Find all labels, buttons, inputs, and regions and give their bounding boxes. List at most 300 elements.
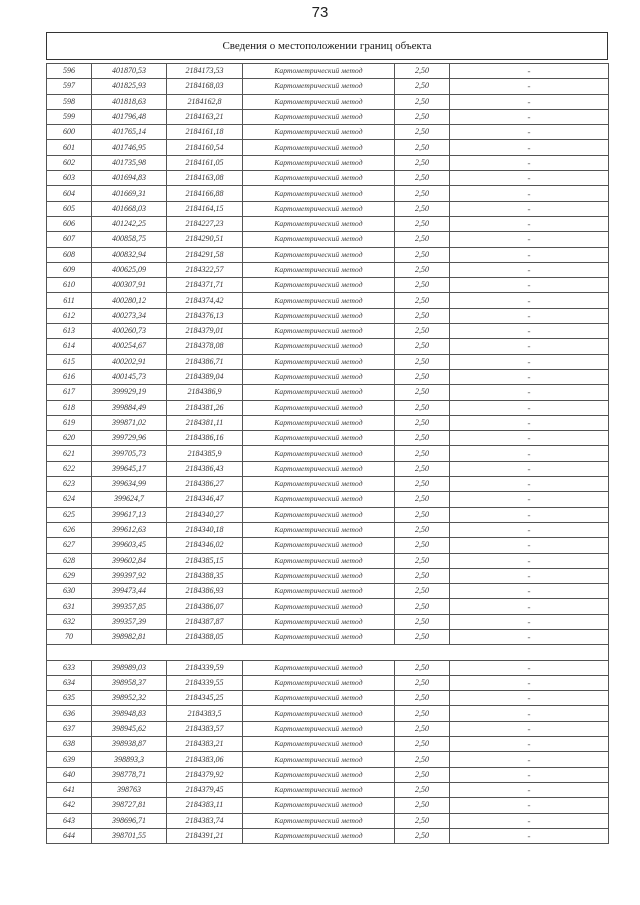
table-row — [47, 737, 609, 752]
y-coordinate-cell: 2184386,16 — [167, 431, 243, 446]
description-cell: - — [450, 415, 609, 430]
table-row — [47, 629, 609, 644]
x-coordinate-cell: 399871,02 — [92, 415, 167, 430]
x-coordinate-cell: 399612,63 — [92, 522, 167, 537]
point-number-cell: 640 — [47, 767, 92, 782]
point-number-cell: 629 — [47, 568, 92, 583]
description-cell: - — [450, 522, 609, 537]
table-row — [47, 752, 609, 767]
description-cell: - — [450, 782, 609, 797]
method-cell: Картометрический метод — [243, 415, 395, 430]
y-coordinate-cell: 2184163,21 — [167, 109, 243, 124]
error-cell: 2,50 — [395, 507, 450, 522]
x-coordinate-cell: 399729,96 — [92, 431, 167, 446]
method-cell: Картометрический метод — [243, 553, 395, 568]
y-coordinate-cell: 2184385,15 — [167, 553, 243, 568]
error-cell: 2,50 — [395, 400, 450, 415]
x-coordinate-cell: 398701,55 — [92, 828, 167, 843]
error-cell: 2,50 — [395, 828, 450, 843]
x-coordinate-cell: 400254,67 — [92, 339, 167, 354]
x-coordinate-cell: 400307,91 — [92, 278, 167, 293]
method-cell: Картометрический метод — [243, 278, 395, 293]
description-cell: - — [450, 767, 609, 782]
page-number: 73 — [311, 4, 329, 21]
x-coordinate-cell: 398893,3 — [92, 752, 167, 767]
y-coordinate-cell: 2184161,05 — [167, 155, 243, 170]
error-cell: 2,50 — [395, 125, 450, 140]
method-cell: Картометрический метод — [243, 216, 395, 231]
x-coordinate-cell: 401870,53 — [92, 64, 167, 79]
table-row — [47, 614, 609, 629]
y-coordinate-cell: 2184386,43 — [167, 461, 243, 476]
table-row — [47, 553, 609, 568]
y-coordinate-cell: 2184168,03 — [167, 79, 243, 94]
method-cell: Картометрический метод — [243, 140, 395, 155]
group-separator-row — [47, 645, 609, 660]
error-cell: 2,50 — [395, 737, 450, 752]
error-cell: 2,50 — [395, 584, 450, 599]
x-coordinate-cell: 401746,95 — [92, 140, 167, 155]
y-coordinate-cell: 2184381,11 — [167, 415, 243, 430]
point-number-cell: 630 — [47, 584, 92, 599]
x-coordinate-cell: 398778,71 — [92, 767, 167, 782]
point-number-cell: 610 — [47, 278, 92, 293]
table-row — [47, 171, 609, 186]
y-coordinate-cell: 2184340,27 — [167, 507, 243, 522]
method-cell: Картометрический метод — [243, 568, 395, 583]
description-cell: - — [450, 385, 609, 400]
description-cell: - — [450, 813, 609, 828]
table-row — [47, 706, 609, 721]
y-coordinate-cell: 2184381,26 — [167, 400, 243, 415]
table-row — [47, 782, 609, 797]
table-row — [47, 308, 609, 323]
error-cell: 2,50 — [395, 369, 450, 384]
y-coordinate-cell: 2184160,54 — [167, 140, 243, 155]
y-coordinate-cell: 2184383,21 — [167, 737, 243, 752]
x-coordinate-cell: 400832,94 — [92, 247, 167, 262]
table-row — [47, 477, 609, 492]
point-number-cell: 619 — [47, 415, 92, 430]
table-row — [47, 293, 609, 308]
x-coordinate-cell: 398948,83 — [92, 706, 167, 721]
table-row — [47, 691, 609, 706]
description-cell: - — [450, 109, 609, 124]
error-cell: 2,50 — [395, 278, 450, 293]
table-row — [47, 400, 609, 415]
point-number-cell: 624 — [47, 492, 92, 507]
method-cell: Картометрический метод — [243, 354, 395, 369]
method-cell: Картометрический метод — [243, 262, 395, 277]
description-cell: - — [450, 64, 609, 79]
method-cell: Картометрический метод — [243, 492, 395, 507]
point-number-cell: 627 — [47, 538, 92, 553]
y-coordinate-cell: 2184162,8 — [167, 94, 243, 109]
error-cell: 2,50 — [395, 446, 450, 461]
point-number-cell: 611 — [47, 293, 92, 308]
x-coordinate-cell: 400625,09 — [92, 262, 167, 277]
error-cell: 2,50 — [395, 186, 450, 201]
description-cell: - — [450, 79, 609, 94]
table-row — [47, 278, 609, 293]
y-coordinate-cell: 2184379,01 — [167, 324, 243, 339]
error-cell: 2,50 — [395, 94, 450, 109]
description-cell: - — [450, 155, 609, 170]
method-cell: Картометрический метод — [243, 79, 395, 94]
description-cell: - — [450, 171, 609, 186]
point-number-cell: 625 — [47, 507, 92, 522]
description-cell: - — [450, 446, 609, 461]
y-coordinate-cell: 2184386,71 — [167, 354, 243, 369]
x-coordinate-cell: 400858,75 — [92, 232, 167, 247]
description-cell: - — [450, 553, 609, 568]
method-cell: Картометрический метод — [243, 629, 395, 644]
error-cell: 2,50 — [395, 599, 450, 614]
table-row — [47, 660, 609, 675]
error-cell: 2,50 — [395, 262, 450, 277]
error-cell: 2,50 — [395, 568, 450, 583]
x-coordinate-cell: 401694,83 — [92, 171, 167, 186]
table-row — [47, 201, 609, 216]
x-coordinate-cell: 401796,48 — [92, 109, 167, 124]
error-cell: 2,50 — [395, 247, 450, 262]
point-number-cell: 636 — [47, 706, 92, 721]
error-cell: 2,50 — [395, 522, 450, 537]
method-cell: Картометрический метод — [243, 324, 395, 339]
x-coordinate-cell: 399884,49 — [92, 400, 167, 415]
error-cell: 2,50 — [395, 614, 450, 629]
y-coordinate-cell: 2184386,07 — [167, 599, 243, 614]
method-cell: Картометрический метод — [243, 828, 395, 843]
point-number-cell: 607 — [47, 232, 92, 247]
y-coordinate-cell: 2184383,5 — [167, 706, 243, 721]
description-cell: - — [450, 94, 609, 109]
method-cell: Картометрический метод — [243, 477, 395, 492]
error-cell: 2,50 — [395, 171, 450, 186]
method-cell: Картометрический метод — [243, 339, 395, 354]
table-row — [47, 798, 609, 813]
x-coordinate-cell: 398989,03 — [92, 660, 167, 675]
point-number-cell: 634 — [47, 675, 92, 690]
y-coordinate-cell: 2184386,93 — [167, 584, 243, 599]
error-cell: 2,50 — [395, 354, 450, 369]
description-cell: - — [450, 186, 609, 201]
x-coordinate-cell: 400260,73 — [92, 324, 167, 339]
table-title: Сведения о местоположении границ объекта — [46, 32, 608, 60]
y-coordinate-cell: 2184346,02 — [167, 538, 243, 553]
y-coordinate-cell: 2184166,88 — [167, 186, 243, 201]
point-number-cell: 599 — [47, 109, 92, 124]
error-cell: 2,50 — [395, 660, 450, 675]
table-row — [47, 186, 609, 201]
table-row — [47, 369, 609, 384]
x-coordinate-cell: 399617,13 — [92, 507, 167, 522]
point-number-cell: 620 — [47, 431, 92, 446]
x-coordinate-cell: 400202,91 — [92, 354, 167, 369]
table-row — [47, 431, 609, 446]
error-cell: 2,50 — [395, 767, 450, 782]
error-cell: 2,50 — [395, 109, 450, 124]
table-row — [47, 125, 609, 140]
error-cell: 2,50 — [395, 706, 450, 721]
x-coordinate-cell: 401825,93 — [92, 79, 167, 94]
point-number-cell: 600 — [47, 125, 92, 140]
description-cell: - — [450, 339, 609, 354]
x-coordinate-cell: 401735,98 — [92, 155, 167, 170]
method-cell: Картометрический метод — [243, 461, 395, 476]
table-row — [47, 415, 609, 430]
point-number-cell: 623 — [47, 477, 92, 492]
y-coordinate-cell: 2184322,57 — [167, 262, 243, 277]
description-cell: - — [450, 262, 609, 277]
y-coordinate-cell: 2184388,35 — [167, 568, 243, 583]
method-cell: Картометрический метод — [243, 201, 395, 216]
y-coordinate-cell: 2184346,47 — [167, 492, 243, 507]
y-coordinate-cell: 2184173,53 — [167, 64, 243, 79]
method-cell: Картометрический метод — [243, 155, 395, 170]
description-cell: - — [450, 477, 609, 492]
description-cell: - — [450, 201, 609, 216]
method-cell: Картометрический метод — [243, 706, 395, 721]
description-cell: - — [450, 369, 609, 384]
table-row — [47, 461, 609, 476]
point-number-cell: 603 — [47, 171, 92, 186]
error-cell: 2,50 — [395, 782, 450, 797]
table-row — [47, 446, 609, 461]
error-cell: 2,50 — [395, 752, 450, 767]
y-coordinate-cell: 2184385,9 — [167, 446, 243, 461]
method-cell: Картометрический метод — [243, 186, 395, 201]
y-coordinate-cell: 2184383,57 — [167, 721, 243, 736]
point-number-cell: 633 — [47, 660, 92, 675]
x-coordinate-cell: 400273,34 — [92, 308, 167, 323]
method-cell: Картометрический метод — [243, 308, 395, 323]
error-cell: 2,50 — [395, 385, 450, 400]
point-number-cell: 637 — [47, 721, 92, 736]
x-coordinate-cell: 400280,12 — [92, 293, 167, 308]
error-cell: 2,50 — [395, 415, 450, 430]
error-cell: 2,50 — [395, 492, 450, 507]
x-coordinate-cell: 399473,44 — [92, 584, 167, 599]
error-cell: 2,50 — [395, 232, 450, 247]
description-cell: - — [450, 354, 609, 369]
table-row — [47, 247, 609, 262]
method-cell: Картометрический метод — [243, 507, 395, 522]
point-number-cell: 614 — [47, 339, 92, 354]
x-coordinate-cell: 399929,19 — [92, 385, 167, 400]
error-cell: 2,50 — [395, 721, 450, 736]
x-coordinate-cell: 398945,62 — [92, 721, 167, 736]
method-cell: Картометрический метод — [243, 614, 395, 629]
point-number-cell: 609 — [47, 262, 92, 277]
table-row — [47, 507, 609, 522]
point-number-cell: 618 — [47, 400, 92, 415]
table-row — [47, 813, 609, 828]
point-number-cell: 615 — [47, 354, 92, 369]
y-coordinate-cell: 2184379,45 — [167, 782, 243, 797]
point-number-cell: 638 — [47, 737, 92, 752]
error-cell: 2,50 — [395, 629, 450, 644]
description-cell: - — [450, 614, 609, 629]
description-cell: - — [450, 675, 609, 690]
method-cell: Картометрический метод — [243, 767, 395, 782]
point-number-cell: 601 — [47, 140, 92, 155]
description-cell: - — [450, 431, 609, 446]
coordinates-table-body — [47, 64, 609, 844]
y-coordinate-cell: 2184386,27 — [167, 477, 243, 492]
point-number-cell: 626 — [47, 522, 92, 537]
point-number-cell: 608 — [47, 247, 92, 262]
x-coordinate-cell: 398952,32 — [92, 691, 167, 706]
method-cell: Картометрический метод — [243, 782, 395, 797]
table-row — [47, 599, 609, 614]
method-cell: Картометрический метод — [243, 171, 395, 186]
x-coordinate-cell: 401818,63 — [92, 94, 167, 109]
description-cell: - — [450, 706, 609, 721]
method-cell: Картометрический метод — [243, 691, 395, 706]
table-row — [47, 721, 609, 736]
description-cell: - — [450, 568, 609, 583]
point-number-cell: 621 — [47, 446, 92, 461]
table-row — [47, 522, 609, 537]
table-row — [47, 64, 609, 79]
point-number-cell: 632 — [47, 614, 92, 629]
point-number-cell: 612 — [47, 308, 92, 323]
point-number-cell: 622 — [47, 461, 92, 476]
x-coordinate-cell: 399602,84 — [92, 553, 167, 568]
method-cell: Картометрический метод — [243, 599, 395, 614]
description-cell: - — [450, 828, 609, 843]
description-cell: - — [450, 140, 609, 155]
y-coordinate-cell: 2184163,08 — [167, 171, 243, 186]
point-number-cell: 602 — [47, 155, 92, 170]
x-coordinate-cell: 398763 — [92, 782, 167, 797]
description-cell: - — [450, 660, 609, 675]
description-cell: - — [450, 492, 609, 507]
method-cell: Картометрический метод — [243, 369, 395, 384]
error-cell: 2,50 — [395, 324, 450, 339]
point-number-cell: 617 — [47, 385, 92, 400]
error-cell: 2,50 — [395, 553, 450, 568]
description-cell: - — [450, 737, 609, 752]
error-cell: 2,50 — [395, 431, 450, 446]
description-cell: - — [450, 247, 609, 262]
x-coordinate-cell: 401668,03 — [92, 201, 167, 216]
point-number-cell: 597 — [47, 79, 92, 94]
description-cell: - — [450, 584, 609, 599]
error-cell: 2,50 — [395, 538, 450, 553]
method-cell: Картометрический метод — [243, 752, 395, 767]
error-cell: 2,50 — [395, 293, 450, 308]
description-cell: - — [450, 278, 609, 293]
table-row — [47, 339, 609, 354]
y-coordinate-cell: 2184386,9 — [167, 385, 243, 400]
x-coordinate-cell: 398982,81 — [92, 629, 167, 644]
table-row — [47, 385, 609, 400]
error-cell: 2,50 — [395, 461, 450, 476]
table-row — [47, 354, 609, 369]
method-cell: Картометрический метод — [243, 293, 395, 308]
y-coordinate-cell: 2184161,18 — [167, 125, 243, 140]
point-number-cell: 70 — [47, 629, 92, 644]
point-number-cell: 643 — [47, 813, 92, 828]
table-row — [47, 155, 609, 170]
error-cell: 2,50 — [395, 477, 450, 492]
error-cell: 2,50 — [395, 339, 450, 354]
point-number-cell: 635 — [47, 691, 92, 706]
y-coordinate-cell: 2184227,23 — [167, 216, 243, 231]
table-row — [47, 79, 609, 94]
x-coordinate-cell: 398696,71 — [92, 813, 167, 828]
x-coordinate-cell: 399705,73 — [92, 446, 167, 461]
description-cell: - — [450, 798, 609, 813]
x-coordinate-cell: 401765,14 — [92, 125, 167, 140]
point-number-cell: 616 — [47, 369, 92, 384]
error-cell: 2,50 — [395, 155, 450, 170]
method-cell: Картометрический метод — [243, 109, 395, 124]
point-number-cell: 642 — [47, 798, 92, 813]
y-coordinate-cell: 2184290,51 — [167, 232, 243, 247]
method-cell: Картометрический метод — [243, 660, 395, 675]
table-row — [47, 232, 609, 247]
x-coordinate-cell: 400145,73 — [92, 369, 167, 384]
coordinates-table — [46, 63, 609, 844]
y-coordinate-cell: 2184383,06 — [167, 752, 243, 767]
point-number-cell: 598 — [47, 94, 92, 109]
x-coordinate-cell: 398938,87 — [92, 737, 167, 752]
table-row — [47, 568, 609, 583]
y-coordinate-cell: 2184378,08 — [167, 339, 243, 354]
point-number-cell: 631 — [47, 599, 92, 614]
x-coordinate-cell: 399603,45 — [92, 538, 167, 553]
description-cell: - — [450, 308, 609, 323]
point-number-cell: 596 — [47, 64, 92, 79]
method-cell: Картометрический метод — [243, 431, 395, 446]
table-row — [47, 675, 609, 690]
x-coordinate-cell: 399645,17 — [92, 461, 167, 476]
error-cell: 2,50 — [395, 201, 450, 216]
x-coordinate-cell: 399634,99 — [92, 477, 167, 492]
method-cell: Картометрический метод — [243, 584, 395, 599]
method-cell: Картометрический метод — [243, 400, 395, 415]
table-row — [47, 262, 609, 277]
method-cell: Картометрический метод — [243, 125, 395, 140]
group-separator-cell — [47, 645, 609, 660]
description-cell: - — [450, 752, 609, 767]
y-coordinate-cell: 2184389,04 — [167, 369, 243, 384]
y-coordinate-cell: 2184379,92 — [167, 767, 243, 782]
y-coordinate-cell: 2184387,87 — [167, 614, 243, 629]
method-cell: Картометрический метод — [243, 522, 395, 537]
y-coordinate-cell: 2184388,05 — [167, 629, 243, 644]
point-number-cell: 606 — [47, 216, 92, 231]
description-cell: - — [450, 507, 609, 522]
y-coordinate-cell: 2184376,13 — [167, 308, 243, 323]
x-coordinate-cell: 399624,7 — [92, 492, 167, 507]
description-cell: - — [450, 599, 609, 614]
method-cell: Картометрический метод — [243, 232, 395, 247]
table-row — [47, 94, 609, 109]
method-cell: Картометрический метод — [243, 798, 395, 813]
x-coordinate-cell: 401242,25 — [92, 216, 167, 231]
x-coordinate-cell: 401669,31 — [92, 186, 167, 201]
x-coordinate-cell: 398958,37 — [92, 675, 167, 690]
error-cell: 2,50 — [395, 64, 450, 79]
method-cell: Картометрический метод — [243, 721, 395, 736]
y-coordinate-cell: 2184371,71 — [167, 278, 243, 293]
table-row — [47, 538, 609, 553]
description-cell: - — [450, 293, 609, 308]
